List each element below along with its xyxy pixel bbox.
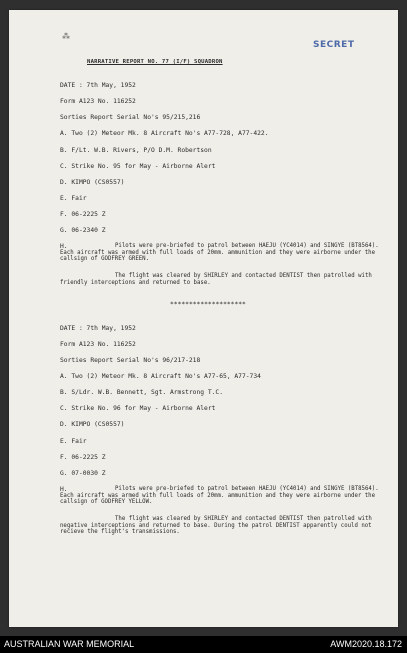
report1-sorties: Sorties Report Serial No's 95/215,216 [60,114,201,121]
report2-item-d: D. KIMPO (CS0557) [60,421,125,428]
report1-item-b: B. F/Lt. W.B. Rivers, P/O D.M. Robertson [60,147,212,154]
report2-narrative-2: The flight was cleared by SHIRLEY and contacted DENTIST then patrolled with negative interceptions and returned to base. During the patrol DENTIST apparently could not recieve the flight's transmissions. [60,516,372,536]
report1-item-f: F. 06-2225 Z [60,211,106,218]
footer-accession-id: AWM2020.18.172 [330,639,402,649]
report1-item-e: E. Fair [60,195,87,202]
report1-narrative-2: The flight was cleared by SHIRLEY and contacted DENTIST then patrolled with friendly interceptions and returned to base. [60,273,372,286]
report2-narrative-1: Pilots were pre-briefed to patrol between HAEJU (YC4014) and SINGYE (BT8564). Each aircraft was armed with full loads of 20mm. ammunition and they were airborne under the callsign of GODFREY YELLOW. [60,486,379,506]
secret-stamp: SECRET [313,40,355,50]
report1-item-a: A. Two (2) Meteor Mk. 8 Aircraft No's A77-728, A77-422. [60,130,269,137]
report2-item-b: B. S/Ldr. W.B. Bennett, Sgt. Armstrong T.C. [60,389,224,396]
report1-narrative-1: Pilots were pre-briefed to patrol between HAEJU (YC4014) and SINGYE (BT8564). Each aircraft was armed with full loads of 20mm. ammunition and they were airborne under the callsign of GODFREY GREEN. [60,243,379,263]
report2-item-f: F. 06-2225 Z [60,454,106,461]
report1-date: DATE : 7th May, 1952 [60,82,136,89]
report2-item-e: E. Fair [60,438,87,445]
report2-item-h-label: H. [60,486,68,493]
report2-form: Form A123 No. 116252 [60,341,136,348]
handwritten-mark: ⁂ [62,32,70,41]
report1-form: Form A123 No. 116252 [60,98,136,105]
document-page [9,10,398,627]
report2-item-g: G. 07-0030 Z [60,470,106,477]
footer-institution: AUSTRALIAN WAR MEMORIAL [4,639,135,649]
report2-item-c: C. Strike No. 96 for May - Airborne Alert [60,405,216,412]
section-divider: ******************** [170,301,246,308]
report-title: NARRATIVE REPORT NO. 77 (I/F) SQUADRON [87,59,223,65]
report1-item-d: D. KIMPO (CS0557) [60,179,125,186]
report1-item-h-label: H. [60,243,68,250]
footer-bar [0,636,407,653]
report2-sorties: Sorties Report Serial No's 96/217-218 [60,357,201,364]
report2-item-a: A. Two (2) Meteor Mk. 8 Aircraft No's A77-65, A77-734 [60,373,261,380]
report1-item-g: G. 06-2340 Z [60,227,106,234]
report2-date: DATE : 7th May, 1952 [60,325,136,332]
report1-item-c: C. Strike No. 95 for May - Airborne Alert [60,163,216,170]
